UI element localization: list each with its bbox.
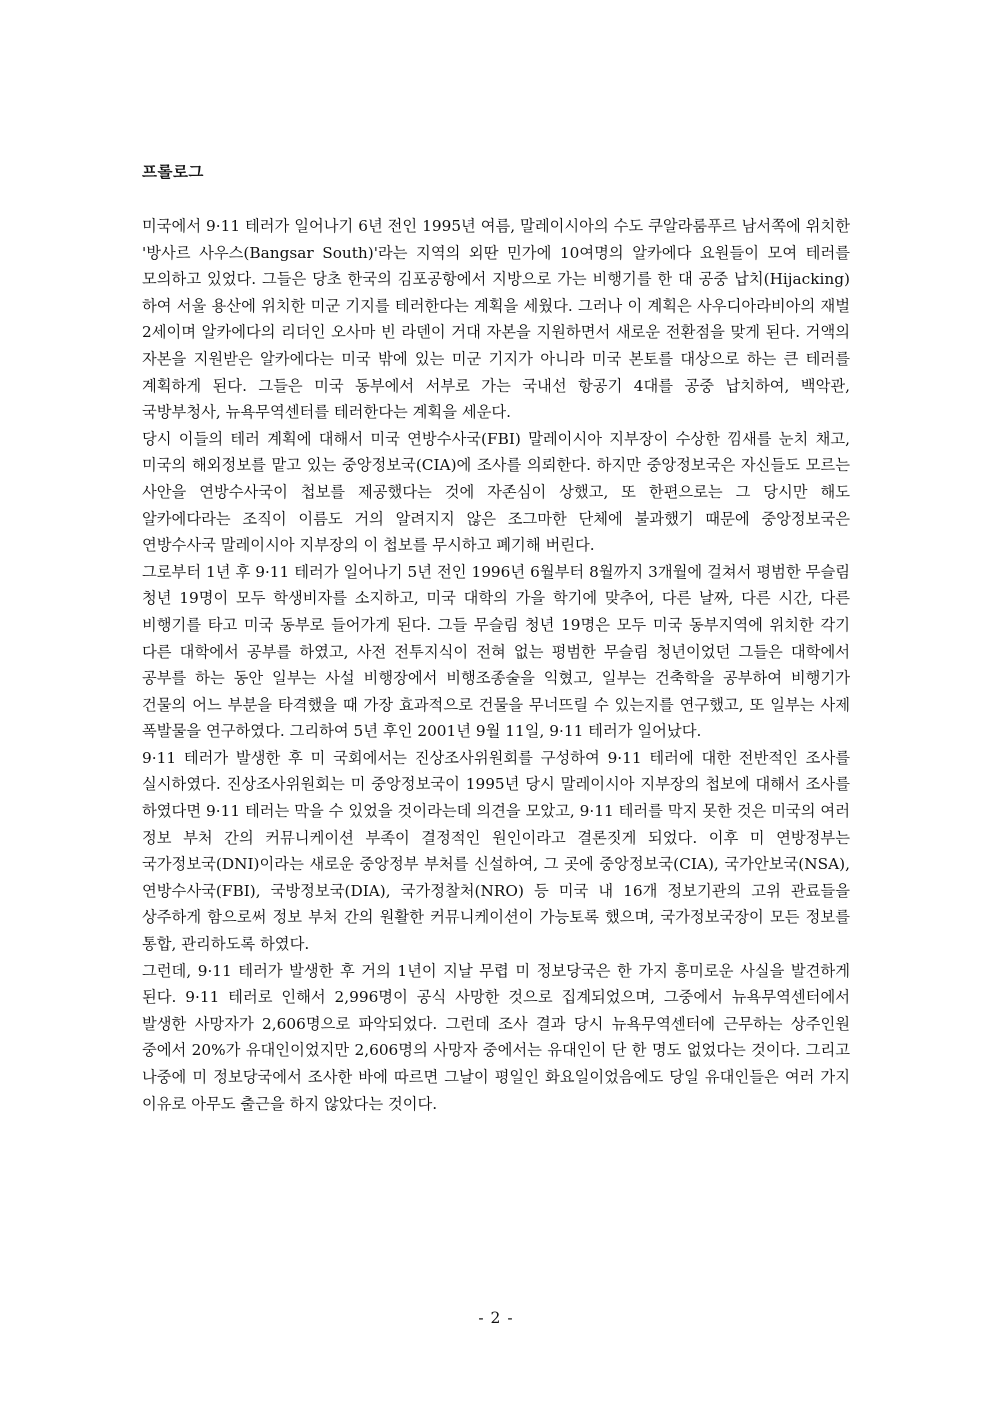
paragraph: 미국에서 9·11 테러가 일어나기 6년 전인 1995년 여름, 말레이시아의 수도 쿠알라룸푸르 남서쪽에 위치한 '방사르 사우스(Bangsar South)'라는 지역의 외딴 민가에 10여명의 알카에다 요원들이 모여 테러를 모의하고 있었다. 그들은 당초 한국의 김포공항에서 지방으로 가는 비행기를 한 대 공중 납치(Hijacking)하여 서울 용산에 위치한 미군 기지를 테러한다는 계획을 세웠다. 그러나 이 계획은 사우디아라비아의 재벌 2세이며 알카에다의 리더인 오사마 빈 라덴이 거대 자본을 지원하면서 새로운 전환점을 맞게 된다. 거액의 자본을 지원받은 알카에다는 미국 밖에 있는 미군 기지가 아니라 미국 본토를 대상으로 하는 큰 테러를 계획하게 된다. 그들은 미국 동부에서 서부로 가는 국내선 항공기 4대를 공중 납치하여, 백악관, 국방부청사, 뉴욕무역센터를 테러한다는 계획을 세운다. [142, 217, 850, 422]
section-heading: 프롤로그 [142, 162, 204, 181]
page-number: - 2 - [478, 1309, 514, 1327]
paragraph: 그로부터 1년 후 9·11 테러가 일어나기 5년 전인 1996년 6월부터 8월까지 3개월에 걸쳐서 평범한 무슬림 청년 19명이 모두 학생비자를 소지하고, 미국 대학의 가을 학기에 맞추어, 다른 날짜, 다른 시간, 다른 비행기를 타고 미국 동부로 들어가게 된다. 그들 무슬림 청년 19명은 모두 미국 동부지역에 위치한 각기 다른 대학에서 공부를 하였고, 사전 전투지식이 전혀 없는 평범한 무슬림 청년이었던 그들은 대학에서 공부를 하는 동안 일부는 사설 비행장에서 비행조종술을 익혔고, 일부는 건축학을 공부하여 비행기가 건물의 어느 부분을 타격했을 때 가장 효과적으로 건물을 무너뜨릴 수 있는지를 연구했고, 또 일부는 사제 폭발물을 연구하였다. 그리하여 5년 후인 2001년 9월 11일, 9·11 테러가 일어났다. [142, 562, 850, 741]
paragraph: 그런데, 9·11 테러가 발생한 후 거의 1년이 지날 무렵 미 정보당국은 한 가지 흥미로운 사실을 발견하게 된다. 9·11 테러로 인해서 2,996명이 공식 사망한 것으로 집계되었으며, 그중에서 뉴욕무역센터에서 발생한 사망자가 2,606명으로 파악되었다. 그런데 조사 결과 당시 뉴욕무역센터에 근무하는 상주인원 중에서 20%가 유대인이었지만 2,606명의 사망자 중에서는 유대인이 단 한 명도 없었다는 것이다. 그리고 나중에 미 정보당국에서 조사한 바에 따르면 그날이 평일인 화요일이었음에도 당일 유대인들은 여러 가지 이유로 아무도 출근을 하지 않았다는 것이다. [142, 961, 850, 1113]
paragraph: 9·11 테러가 발생한 후 미 국회에서는 진상조사위원회를 구성하여 9·11 테러에 대한 전반적인 조사를 실시하였다. 진상조사위원회는 미 중앙정보국이 1995년 당시 말레이시아 지부장의 첩보에 대해서 조사를 하였다면 9·11 테러는 막을 수 있었을 것이라는데 의견을 모았고, 9·11 테러를 막지 못한 것은 미국의 여러 정보 부처 간의 커뮤니케이션 부족이 결정적인 원인이라고 결론짓게 되었다. 이후 미 연방정부는 국가정보국(DNI)이라는 새로운 중앙정부 부처를 신설하여, 그 곳에 중앙정보국(CIA), 국가안보국(NSA), 연방수사국(FBI), 국방정보국(DIA), 국가정찰처(NRO) 등 미국 내 16개 정보기관의 고위 관료들을 상주하게 함으로써 정보 부처 간의 원활한 커뮤니케이션이 가능토록 했으며, 국가정보국장이 모든 정보를 통합, 관리하도록 하였다. [142, 748, 850, 954]
body-text [142, 213, 850, 1117]
paragraph: 당시 이들의 테러 계획에 대해서 미국 연방수사국(FBI) 말레이시아 지부장이 수상한 낌새를 눈치 채고, 미국의 해외정보를 맡고 있는 중앙정보국(CIA)에 조사를 의뢰한다. 하지만 중앙정보국은 자신들도 모르는 사안을 연방수사국이 첩보를 제공했다는 것에 자존심이 상했고, 또 한편으로는 그 당시만 해도 알카에다라는 조직이 이름도 거의 알려지지 않은 조그마한 단체에 불과했기 때문에 중앙정보국은 연방수사국 말레이시아 지부장의 이 첩보를 무시하고 폐기해 버린다. [142, 429, 850, 555]
